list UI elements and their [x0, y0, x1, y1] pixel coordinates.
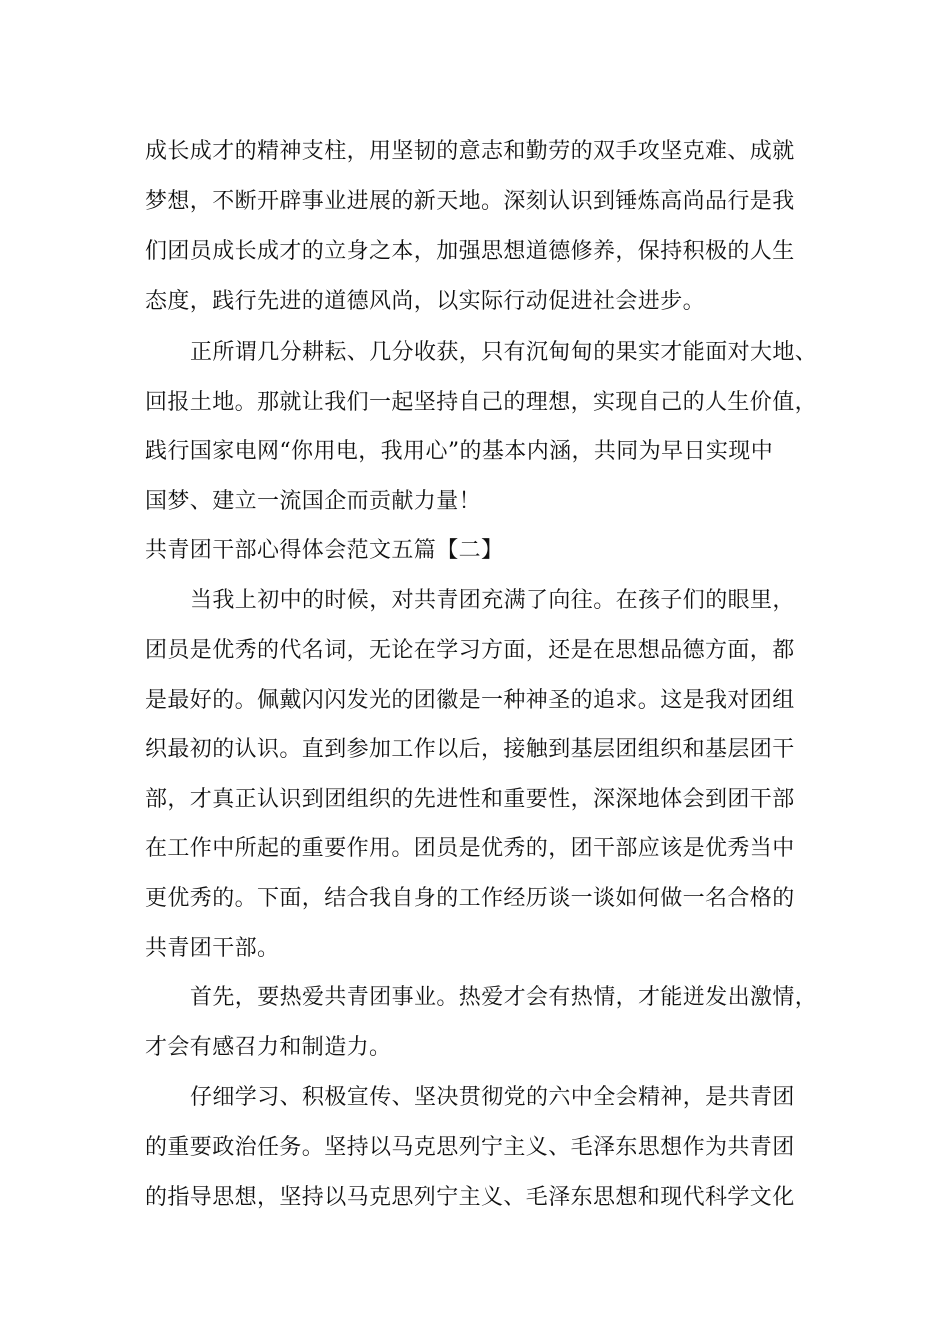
- text-line: 仔细学习、积极宣传、坚决贯彻党的六中全会精神，是共青团: [190, 1085, 795, 1110]
- text-line: 回报土地。那就让我们一起坚持自己的理想，实现自己的人生价值，: [145, 390, 818, 415]
- text-line: 践行国家电网“你用电，我用心”的基本内涵，共同为早日实现中: [145, 439, 774, 464]
- text-line: 共青团干部。: [145, 936, 280, 961]
- text-line: 更优秀的。下面，结合我自身的工作经历谈一谈如何做一名合格的: [145, 886, 795, 911]
- text-line: 当我上初中的时候，对共青团充满了向往。在孩子们的眼里，: [190, 588, 795, 613]
- text-line: 梦想，不断开辟事业进展的新天地。深刻认识到锤炼高尚品行是我: [145, 189, 795, 214]
- text-line: 的重要政治任务。坚持以马克思列宁主义、毛泽东思想作为共青团: [145, 1135, 795, 1160]
- text-line: 是最好的。佩戴闪闪发光的团徽是一种神圣的追求。这是我对团组: [145, 688, 795, 713]
- text-line: 的指导思想，坚持以马克思列宁主义、毛泽东思想和现代科学文化: [145, 1185, 795, 1210]
- text-line: 团员是优秀的代名词，无论在学习方面，还是在思想品德方面，都: [145, 638, 795, 663]
- text-line: 织最初的认识。直到参加工作以后，接触到基层团组织和基层团干: [145, 737, 795, 762]
- text-line: 成长成才的精神支柱，用坚韧的意志和勤劳的双手攻坚克难、成就: [145, 139, 795, 164]
- text-line: 在工作中所起的重要作用。团员是优秀的，团干部应该是优秀当中: [145, 836, 795, 861]
- text-line: 国梦、建立一流国企而贡献力量！: [145, 489, 482, 514]
- section-heading: 共青团干部心得体会范文五篇【二】: [145, 538, 504, 563]
- text-line: 才会有感召力和制造力。: [145, 1035, 392, 1060]
- text-line: 正所谓几分耕耘、几分收获，只有沉甸甸的果实才能面对大地、: [190, 340, 818, 365]
- text-line: 首先，要热爱共青团事业。热爱才会有热情，才能迸发出激情，: [190, 985, 818, 1010]
- text-line: 态度，践行先进的道德风尚，以实际行动促进社会进步。: [145, 289, 706, 314]
- text-line: 部，才真正认识到团组织的先进性和重要性，深深地体会到团干部: [145, 787, 795, 812]
- text-line: 们团员成长成才的立身之本，加强思想道德修养，保持积极的人生: [145, 239, 795, 264]
